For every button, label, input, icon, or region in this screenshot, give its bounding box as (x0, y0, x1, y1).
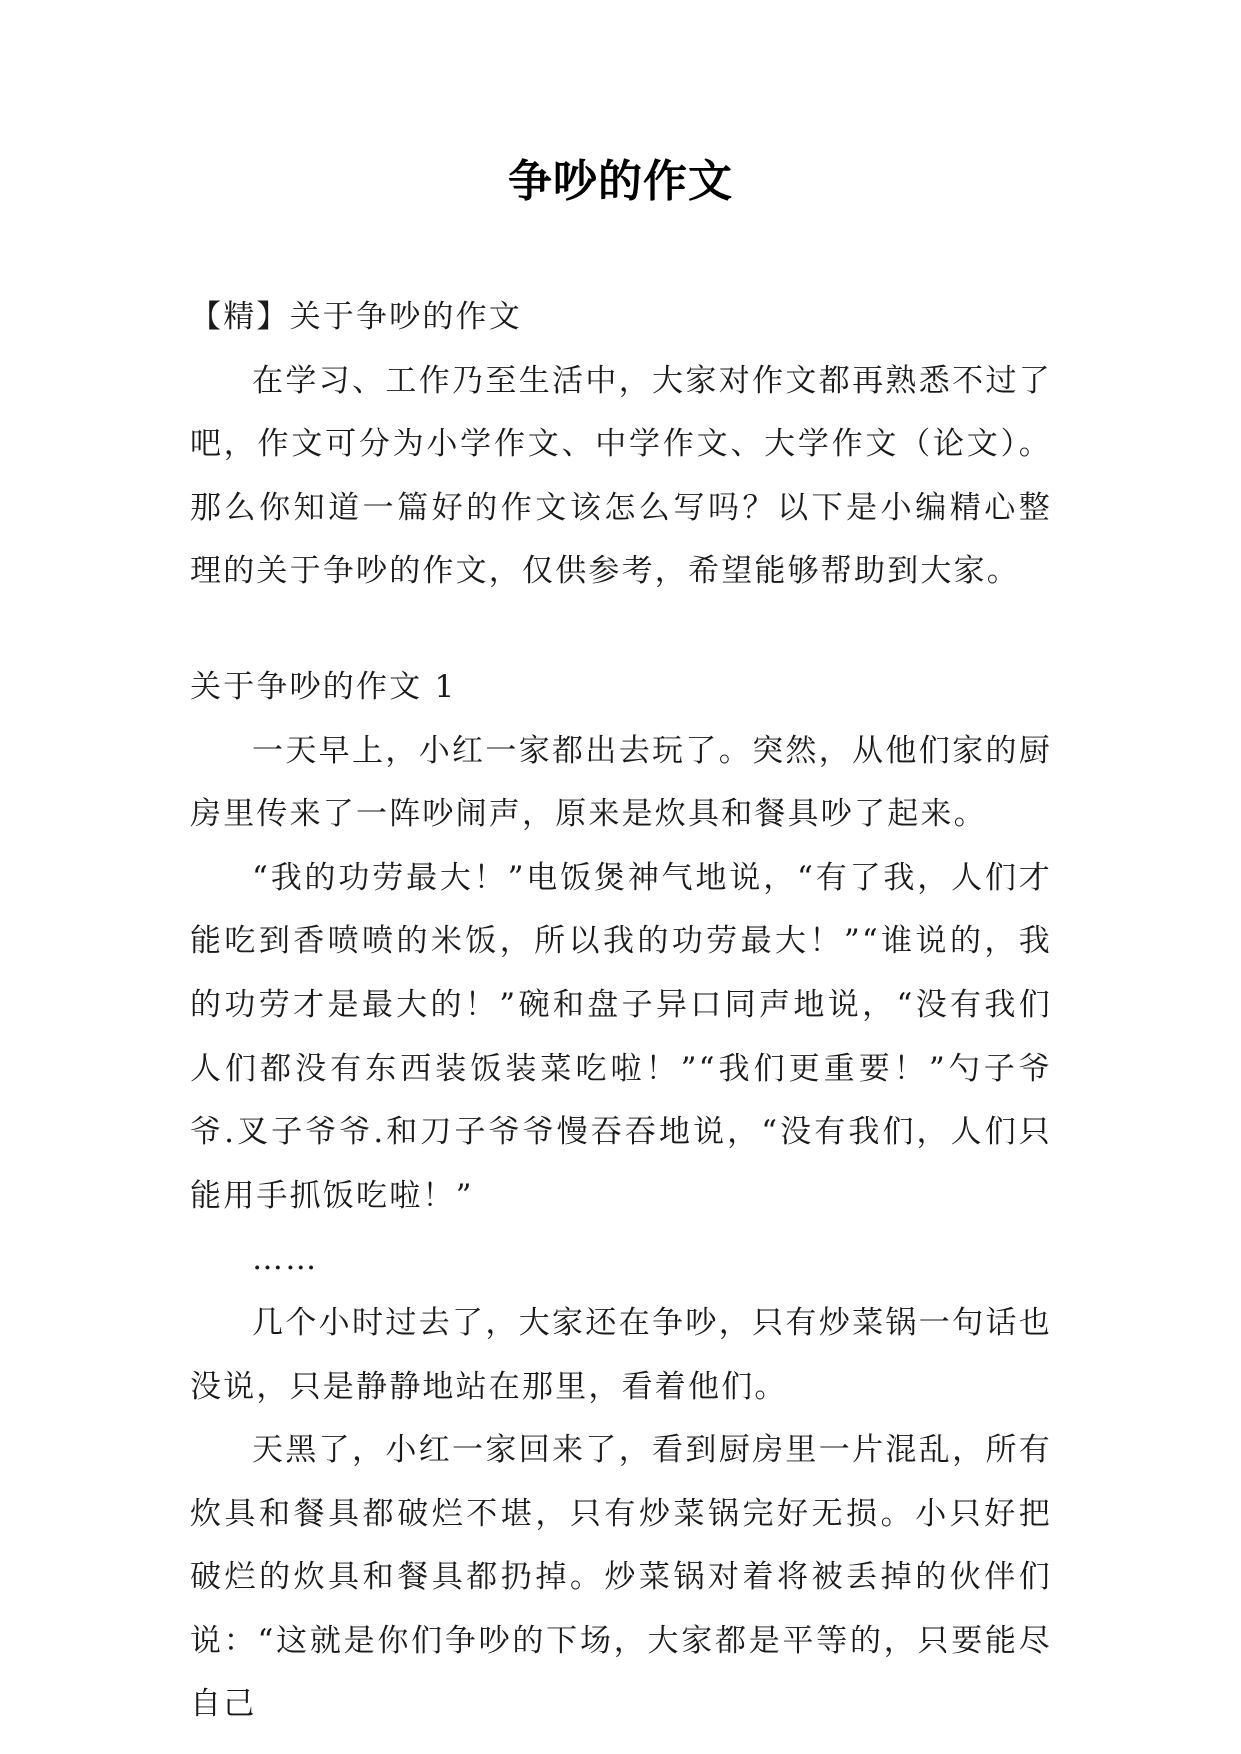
subtitle: 【精】关于争吵的作文 (190, 299, 522, 335)
paragraph-2: “我的功劳最大！”电饭煲神气地说，“有了我，人们才能吃到香喷喷的米饭，所以我的功劳最大！”“谁说的，我的功劳才是最大的！”碗和盘子异口同声地说，“没有我们人们都没有东西装饭装菜吃啦！”“我们更重要！”勺子爷爷.叉子爷爷.和刀子爷爷慢吞吞地说，“没有我们，人们只能用手抓饭吃啦！” (190, 859, 1052, 1214)
document-title: 争吵的作文 (508, 156, 733, 207)
document-body (190, 286, 1052, 1737)
paragraph-4: 天黑了，小红一家回来了，看到厨房里一片混乱，所有炊具和餐具都破烂不堪，只有炒菜锅完好无损。小只好把破烂的炊具和餐具都扔掉。炒菜锅对着将被丢掉的伙伴们说：“这就是你们争吵的下场，大家都是平等的，只要能尽自己 (190, 1432, 1052, 1723)
section-heading: 关于争吵的作文 1 (190, 668, 457, 705)
intro-paragraph: 在学习、工作乃至生活中，大家对作文都再熟悉不过了吧，作文可分为小学作文、中学作文、大学作文（论文）。那么你知道一篇好的作文该怎么写吗？以下是小编精心整理的关于争吵的作文，仅供参考，希望能够帮助到大家。 (190, 362, 1052, 590)
paragraph-1: 一天早上，小红一家都出去玩了。突然，从他们家的厨房里传来了一阵吵闹声，原来是炊具和餐具吵了起来。 (190, 732, 1052, 833)
ellipsis-line: …… (252, 1241, 319, 1278)
paragraph-3: 几个小时过去了，大家还在争吵，只有炒菜锅一句话也没说，只是静静地站在那里，看着他们。 (190, 1304, 1052, 1405)
